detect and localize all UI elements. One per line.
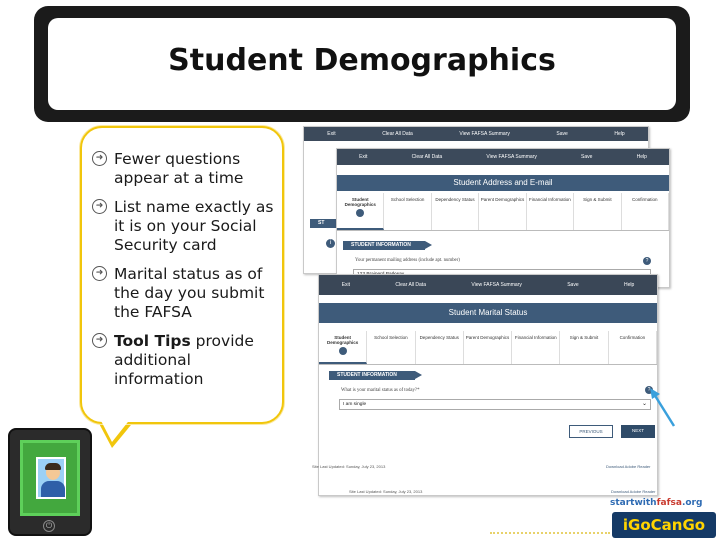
- toolbar: [319, 275, 657, 295]
- tab-sign-submit[interactable]: Sign & Submit: [560, 331, 608, 364]
- student-avatar-icon: [36, 457, 66, 499]
- tab-financial-information[interactable]: Financial Information: [527, 193, 574, 230]
- section-ribbon: STUDENT INFORMATION: [329, 371, 415, 380]
- power-icon: ⏻: [43, 520, 55, 532]
- bullet-item: ➜ Fewer questions appear at a time: [90, 150, 276, 188]
- pencil-icon: [339, 347, 347, 355]
- tab-dependency-status[interactable]: Dependency Status: [416, 331, 464, 364]
- section-ribbon: STUDENT INFORMATION: [343, 241, 425, 250]
- tablet-icon: [8, 428, 92, 536]
- save-button[interactable]: Save: [567, 282, 579, 288]
- toolbar: [337, 149, 669, 165]
- tool-tip-icon[interactable]: ?: [645, 386, 653, 394]
- circle-arrow-right-icon: ➜: [92, 151, 107, 166]
- speech-bubble: [80, 126, 284, 424]
- clear-data-button[interactable]: Clear All Data: [382, 131, 413, 137]
- exit-button[interactable]: Exit: [327, 131, 336, 137]
- bullet-item: ➜ Tool Tips provide additional information: [90, 332, 276, 389]
- help-button[interactable]: Help: [614, 131, 625, 137]
- clear-data-button[interactable]: Clear All Data: [395, 282, 426, 288]
- tab-financial-information[interactable]: Financial Information: [512, 331, 560, 364]
- adobe-link[interactable]: Download Adobe Reader: [611, 489, 656, 494]
- progress-tabs: [319, 331, 657, 365]
- question-text: Your permanent mailing address (include apt. number): [355, 258, 460, 263]
- tab-student-demographics[interactable]: Student Demographics: [319, 331, 367, 364]
- view-summary-button[interactable]: View FAFSA Summary: [471, 282, 522, 288]
- last-updated-back: Site Last Updated: Sunday, July 23, 2013: [312, 464, 386, 469]
- bullet-list: [90, 150, 276, 399]
- title-box: [48, 18, 676, 110]
- help-button[interactable]: Help: [636, 154, 647, 160]
- view-summary-button[interactable]: View FAFSA Summary: [459, 131, 510, 137]
- tab-school-selection[interactable]: School Selection: [367, 331, 415, 364]
- bullet-item: ➜ Marital status as of the day you submit the FAFSA: [90, 265, 276, 322]
- toolbar: [304, 127, 648, 141]
- fafsa-marital-screen: [318, 274, 658, 496]
- tab-student-demographics[interactable]: Student Demographics: [337, 193, 384, 230]
- pencil-icon: [356, 209, 364, 217]
- circle-arrow-right-icon: ➜: [92, 266, 107, 281]
- site-url: startwithfafsa.org: [610, 498, 703, 508]
- circle-arrow-right-icon: ➜: [92, 199, 107, 214]
- tab-sign-submit[interactable]: Sign & Submit: [574, 193, 621, 230]
- screen-header: Student Marital Status: [319, 303, 657, 323]
- help-button[interactable]: Help: [624, 282, 635, 288]
- exit-button[interactable]: Exit: [359, 154, 368, 160]
- marital-status-select[interactable]: [339, 399, 651, 410]
- tab-parent-demographics[interactable]: Parent Demographics: [464, 331, 512, 364]
- view-summary-button[interactable]: View FAFSA Summary: [486, 154, 537, 160]
- last-updated: Site Last Updated: Sunday, July 23, 2013: [349, 489, 423, 494]
- screen-header: Student Address and E-mail: [337, 175, 669, 191]
- circle-arrow-right-icon: ➜: [92, 333, 107, 348]
- save-button[interactable]: Save: [556, 131, 568, 137]
- next-button[interactable]: NEXT: [621, 425, 655, 438]
- tab-school-selection[interactable]: School Selection: [384, 193, 431, 230]
- fafsa-address-screen: [336, 148, 670, 288]
- chevron-down-icon: ⌄: [641, 401, 647, 407]
- help-tip-icon[interactable]: ?: [643, 257, 651, 265]
- page-title: Student Demographics: [168, 42, 556, 78]
- tab-confirmation[interactable]: Confirmation: [609, 331, 657, 364]
- previous-button[interactable]: PREVIOUS: [569, 425, 613, 438]
- igocango-logo: iGoCanGo: [612, 512, 716, 538]
- tab-confirmation[interactable]: Confirmation: [622, 193, 669, 230]
- section-ribbon: ST: [310, 219, 338, 228]
- adobe-link-back[interactable]: Download Adobe Reader: [606, 464, 651, 469]
- question-text: What is your marital status as of today?*: [341, 388, 420, 393]
- tab-parent-demographics[interactable]: Parent Demographics: [479, 193, 526, 230]
- tool-tips-term: Tool Tips: [114, 332, 191, 350]
- selected-value: I am single: [343, 402, 367, 407]
- clear-data-button[interactable]: Clear All Data: [411, 154, 443, 160]
- save-button[interactable]: Save: [581, 154, 593, 160]
- progress-tabs: [337, 193, 669, 231]
- info-icon: i: [326, 239, 335, 248]
- bullet-item: ➜ List name exactly as it is on your Social Security card: [90, 198, 276, 255]
- callout-arrow-icon: [648, 386, 678, 430]
- tab-dependency-status[interactable]: Dependency Status: [432, 193, 479, 230]
- tablet-screen: [20, 440, 80, 516]
- dotted-divider: [490, 532, 610, 534]
- bubble-tail-inner: [97, 413, 135, 442]
- exit-button[interactable]: Exit: [341, 282, 351, 288]
